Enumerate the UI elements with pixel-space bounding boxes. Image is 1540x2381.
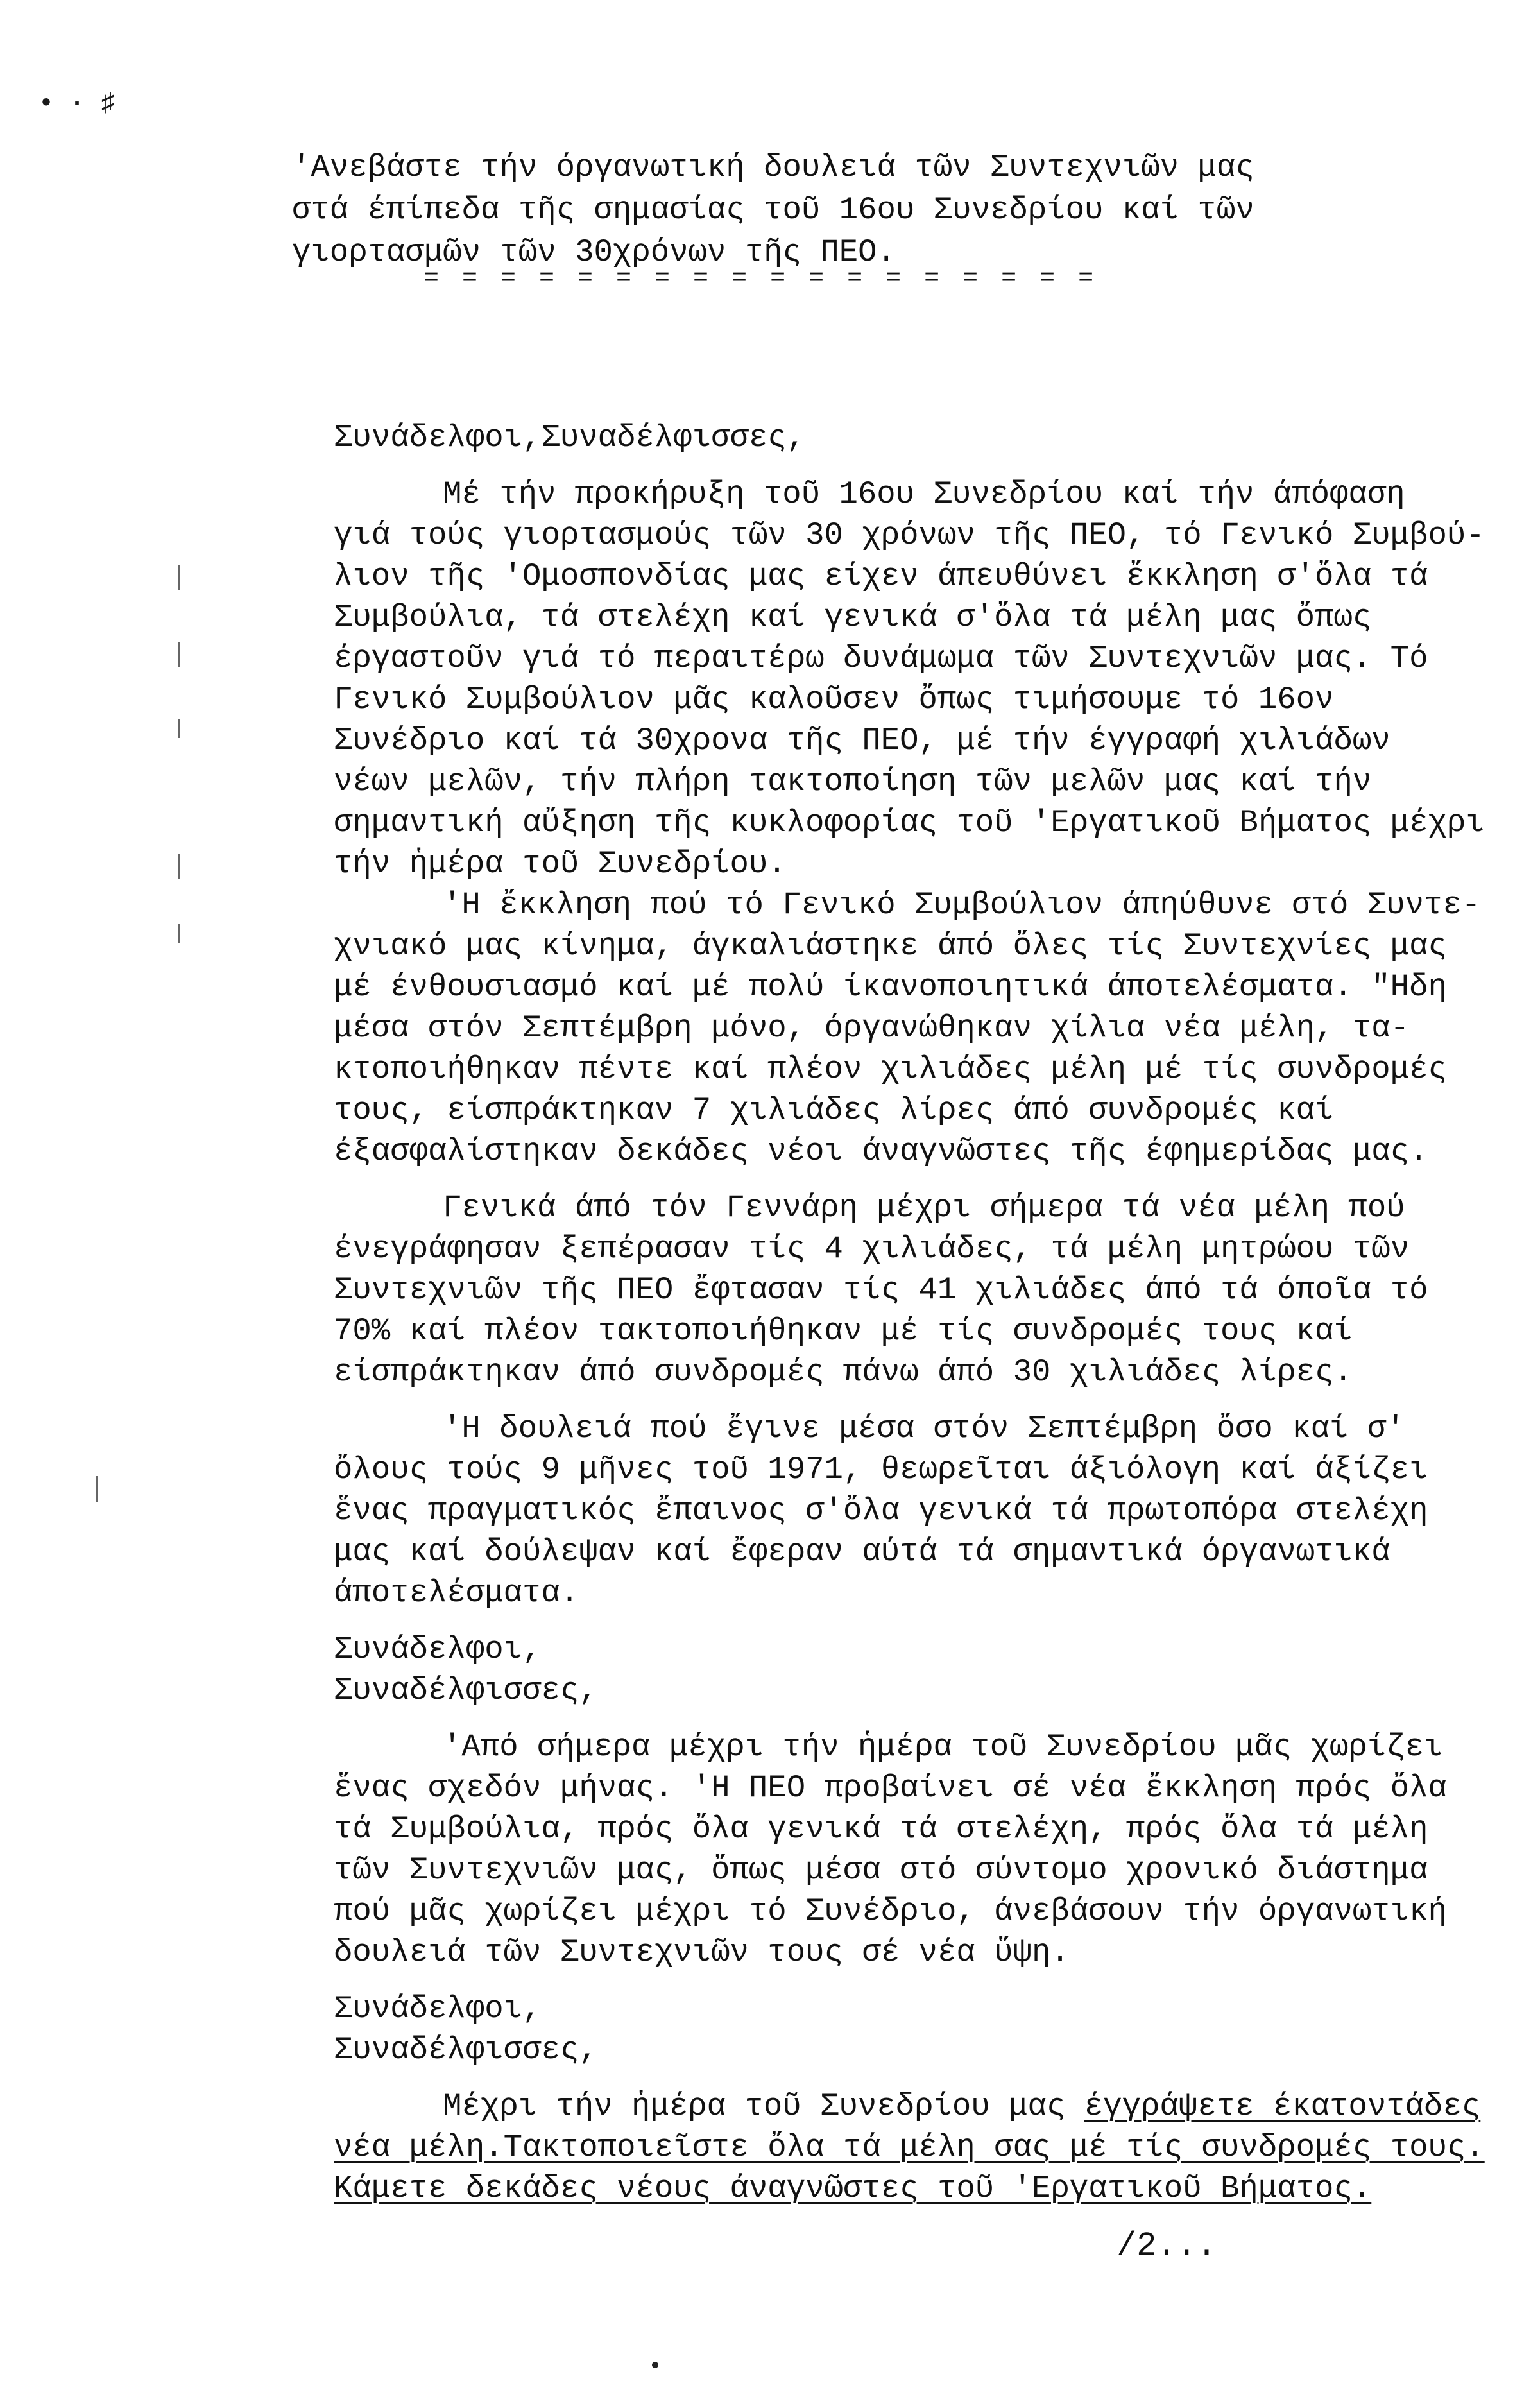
- paragraph-2: 'Η ἔκκληση πού τό Γενικό Συμβούλιον άπηύθυνε στό Συντε- χνιακό μας κίνημα, άγκαλιάστηκε άπό ὄλες τίς Συντεχνίες μας μέ ένθουσιασμό καί μέ πολύ ίκανοποιητικά άποτελέσματα. "Ηδη μέσα στόν Σεπτέμβρη μόνο, όργανώθηκαν χίλια νέα μέλη, τα- κτοποιήθηκαν πέντε καί πλέον χιλιάδες μέλη μέ τίς συνδρομές τους, είσπράκτηκαν 7 χιλιάδες λίρες άπό συνδρομές καί έξασφαλίστηκαν δεκάδες νέοι άναγνῶστες τῆς έφημερίδας μας.: [334, 887, 1481, 1169]
- title-underline-rule: = = = = = = = = = = = = = = = = = =: [424, 264, 1098, 293]
- margin-mark: [178, 565, 180, 590]
- margin-mark: [96, 1476, 98, 1502]
- closing-underlined-1: έγγράψετε έκατοντάδες: [1084, 2088, 1481, 2124]
- margin-mark: [178, 642, 180, 667]
- margin-mark: [178, 719, 180, 738]
- closing-line-3: [334, 2168, 1521, 2209]
- paragraph-3: Γενικά άπό τόν Γεννάρη μέχρι σήμερα τά νέα μέλη πού ένεγράφησαν ξεπέρασαν τίς 4 χιλιάδες, τά μέλη μητρώου τῶν Συντεχνιῶν τῆς ΠΕΟ ἔφτασαν τίς 41 χιλιάδες άπό τά όποῖα τό 70% καί πλέον τακτοποιήθηκαν μέ τίς συνδρομές τους καί είσπράκτηκαν άπό συνδρομές πάνω άπό 30 χιλιάδες λίρες.: [334, 1190, 1428, 1390]
- paragraph-1: Μέ τήν προκήρυξη τοῦ 16ου Συνεδρίου καί τήν άπόφαση γιά τούς γιορτασμούς τῶν 30 χρόνων τῆς ΠΕΟ, τό Γενικό Συμβού- λιον τῆς 'Ομοσπονδίας μας είχεν άπευθύνει ἔκκληση σ'ὄλα τά Συμβούλια, τά στελέχη καί γενικά σ'ὄλα τά μέλη μας ὄπως έργαστοῦν γιά τό περαιτέρω δυνάμωμα τῶν Συντεχνιῶν μας. Τό Γενικό Συμβούλιον μᾶς καλοῦσεν ὄπως τιμήσουμε τό 16ον Συνέδριο καί τά 30χρονα τῆς ΠΕΟ, μέ τήν έγγραφή χιλιάδων νέων μελῶν, τήν πλήρη τακτοποίηση τῶν μελῶν μας καί τήν σημαντική αὔξηση τῆς κυκλοφορίας τοῦ 'Εργατικοῦ Βήματος μέχρι τήν ἡμέρα τοῦ Συνεδρίου.: [334, 476, 1485, 882]
- stray-dot: [652, 2362, 658, 2368]
- closing-line-2: [334, 2127, 1521, 2168]
- salutation-2: Συνάδελφοι, Συναδέλφισσες,: [334, 1631, 598, 1708]
- margin-mark: [178, 854, 180, 879]
- closing-underlined-2: νέα μέλη.Τακτοποιεῖστε ὄλα τά μέλη σας μέ τίς συνδρομές τους.: [334, 2129, 1485, 2165]
- closing-paragraph: [334, 2086, 1521, 2127]
- header-marks: • · ♯: [38, 90, 116, 119]
- closing-lead: Μέχρι τήν ἡμέρα τοῦ Συνεδρίου μας: [443, 2088, 1084, 2124]
- margin-mark: [178, 924, 180, 943]
- salutation-3: Συνάδελφοι, Συναδέλφισσες,: [334, 1991, 598, 2068]
- document-title: 'Ανεβάστε τήν όργανωτική δουλειά τῶν Συντεχνιῶν μας στά έπίπεδα τῆς σημασίας τοῦ 16ου Συνεδρίου καί τῶν γιορτασμῶν τῶν 30χρόνων τῆς ΠΕΟ.: [292, 150, 1254, 270]
- document-body: [334, 417, 1521, 2209]
- salutation: Συνάδελφοι,Συναδέλφισσες,: [334, 420, 806, 456]
- paragraph-4: 'Η δουλειά πού ἔγινε μέσα στόν Σεπτέμβρη ὄσο καί σ' ὄλους τούς 9 μῆνες τοῦ 1971, θεωρεῖται άξιόλογη καί άξίζει ἕνας πραγματικός ἔπαινος σ'ὄλα γενικά τά πρωτοπόρα στελέχη μας καί δούλεψαν καί ἔφεραν αύτά τά σημαντικά όργανωτικά άποτελέσματα.: [334, 1411, 1428, 1611]
- page-number: /2...: [1116, 2227, 1217, 2265]
- paragraph-5: 'Από σήμερα μέχρι τήν ἡμέρα τοῦ Συνεδρίου μᾶς χωρίζει ἕνας σχεδόν μήνας. 'Η ΠΕΟ προβαίνει σέ νέα ἔκκληση πρός ὄλα τά Συμβούλια, πρός ὄλα γενικά τά στελέχη, πρός ὄλα τά μέλη τῶν Συντεχνιῶν μας, ὄπως μέσα στό σύντομο χρονικό διάστημα πού μᾶς χωρίζει μέχρι τό Συνέδριο, άνεβάσουν τήν όργανωτική δουλειά τῶν Συντεχνιῶν τους σέ νέα ὕψη.: [334, 1729, 1447, 1970]
- closing-underlined-3: Κάμετε δεκάδες νέους άναγνῶστες τοῦ 'Εργατικοῦ Βήματος.: [334, 2170, 1372, 2206]
